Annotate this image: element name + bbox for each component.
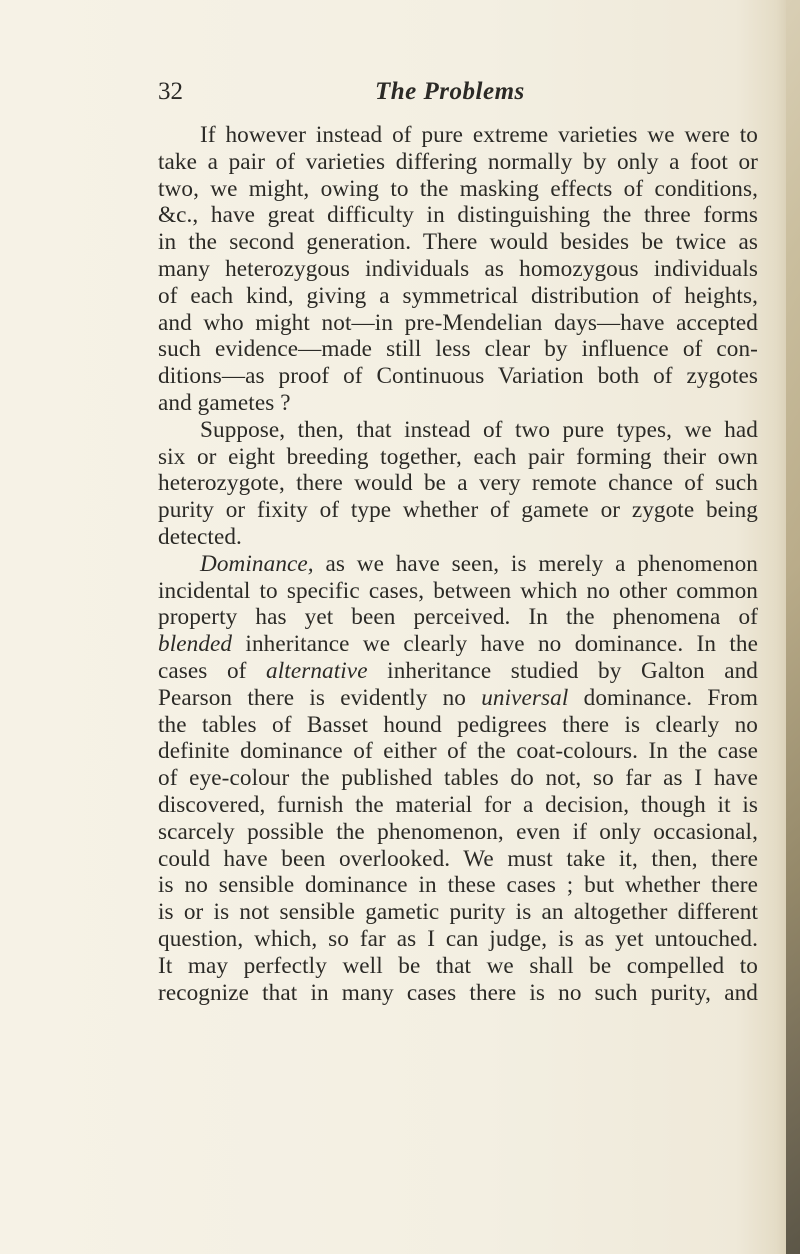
- text-line: ditions—as proof of Continuous Variation both of zygotes: [158, 363, 758, 390]
- text-line: question, which, so far as I can judge, is as yet untouched.: [158, 925, 758, 952]
- page-edge-shadow: [786, 0, 800, 1254]
- text-run: dominance. From: [568, 684, 758, 711]
- running-header: [158, 78, 758, 110]
- text-line: is no sensible dominance in these cases ; but whether there: [158, 872, 758, 899]
- text-line: purity or fixity of type whether of gamete or zygote being: [158, 497, 758, 524]
- text-line: definite dominance of either of the coat-colours. In the case: [158, 738, 758, 765]
- text-line: discovered, furnish the material for a decision, though it is: [158, 791, 758, 818]
- text-line: the tables of Basset hound pedigrees there is clearly no: [158, 711, 758, 738]
- text-line: recognize that in many cases there is no such purity, and: [158, 979, 758, 1006]
- page-number: 32: [158, 78, 183, 105]
- text-line: incidental to specific cases, between which no other common: [158, 577, 758, 604]
- text-line: &c., have great difficulty in distinguishing the three forms: [158, 202, 758, 229]
- text-line: is or is not sensible gametic purity is an altogether different: [158, 899, 758, 926]
- text-line: two, we might, owing to the masking effects of conditions,: [158, 175, 758, 202]
- text-line: property has yet been perceived. In the phenomena of: [158, 604, 758, 631]
- text-run: Pearson there is evidently no: [158, 684, 482, 711]
- body-text: [158, 122, 758, 1006]
- text-line: Suppose, then, that instead of two pure types, we had: [200, 416, 758, 443]
- text-run: as we have seen, is merely a phenomenon: [313, 550, 758, 577]
- text-line: scarcely possible the phenomenon, even if only occasional,: [158, 818, 758, 845]
- text-line: take a pair of varieties differing normally by only a foot or: [158, 148, 758, 175]
- text-line: of eye-colour the published tables do not, so far as I have: [158, 765, 758, 792]
- italic-term: blended: [158, 631, 233, 658]
- text-line: [158, 551, 758, 578]
- text-line: and who might not—in pre-Mendelian days—have accepted: [158, 309, 758, 336]
- running-title: The Problems: [375, 78, 525, 105]
- text-line: could have been overlooked. We must take it, then, there: [158, 845, 758, 872]
- text-line: six or eight breeding together, each pair forming their own: [158, 443, 758, 470]
- text-line: of each kind, giving a symmetrical distribution of heights,: [158, 282, 758, 309]
- text-line: If however instead of pure extreme varieties we were to: [200, 122, 758, 148]
- text-run: inheritance we clearly have no dominance. In the: [232, 631, 758, 658]
- text-line: It may perfectly well be that we shall be compelled to: [158, 952, 758, 979]
- text-line: heterozygote, there would be a very remote chance of such: [158, 470, 758, 497]
- italic-term: universal: [481, 684, 569, 711]
- text-line: such evidence—made still less clear by influence of con-: [158, 336, 758, 363]
- text-line: in the second generation. There would besides be twice as: [158, 229, 758, 256]
- text-line: [158, 631, 758, 658]
- text-line: detected.: [158, 523, 242, 550]
- text-run: inheritance studied by Galton and: [367, 657, 759, 684]
- text-line: many heterozygous individuals as homozygous individuals: [158, 255, 758, 282]
- italic-term: alternative: [266, 657, 368, 684]
- italic-term: Dominance,: [200, 550, 314, 577]
- text-line: [158, 658, 758, 685]
- text-line: [158, 685, 758, 712]
- text-run: cases of: [158, 657, 267, 684]
- text-line: and gametes ?: [158, 389, 291, 416]
